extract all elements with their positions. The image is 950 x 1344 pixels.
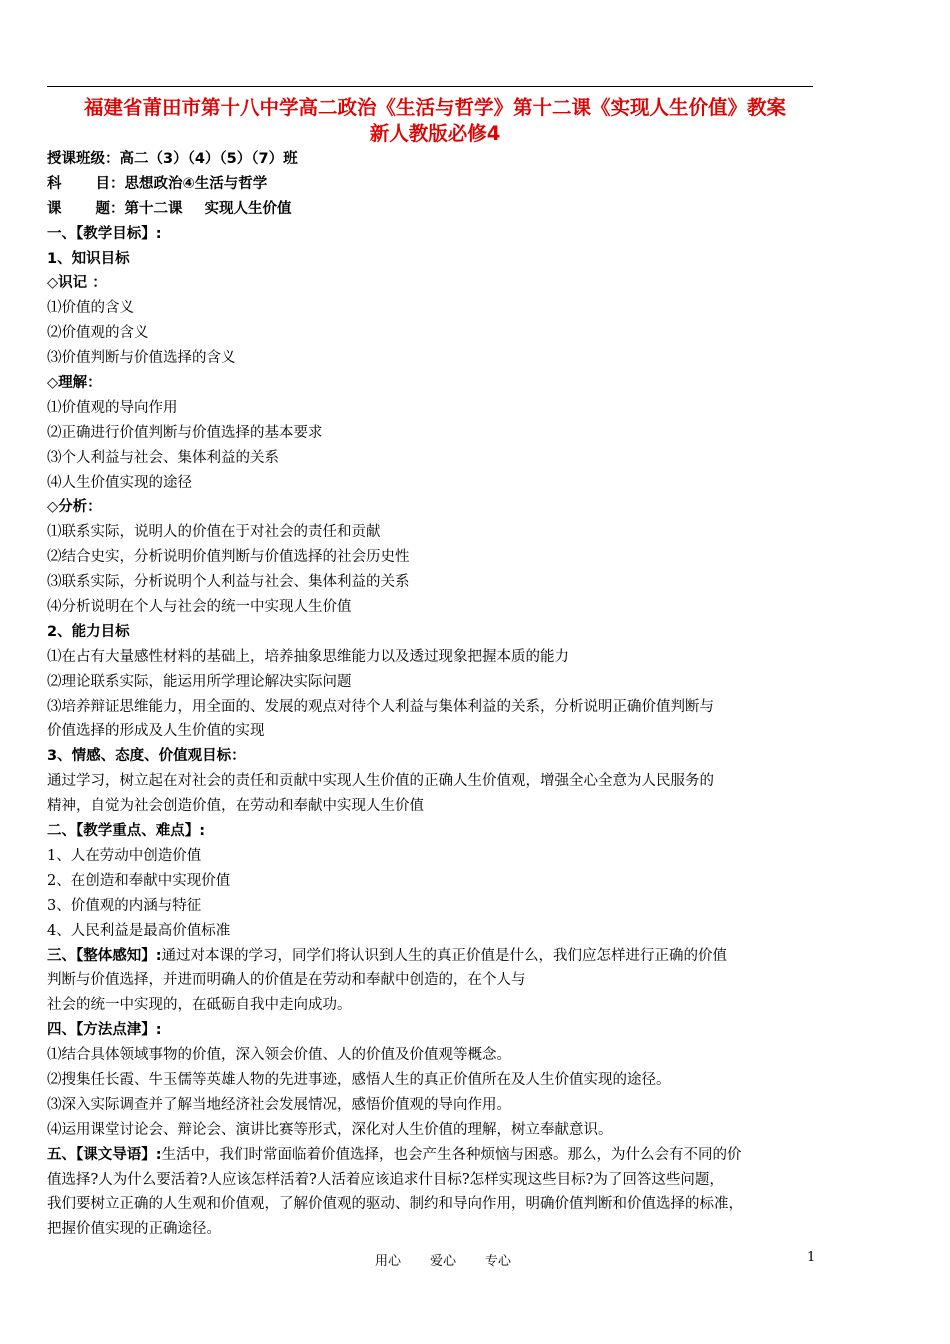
list-item: ⑴在占有大量感性材料的基础上，培养抽象思维能力以及透过现象把握本质的能力	[47, 648, 569, 665]
section-3-heading: 三、【整体感知】:	[47, 947, 162, 964]
topic-info	[47, 197, 817, 222]
list-item: ⑵结合史实，分析说明价值判断与价值选择的社会历史性	[47, 549, 410, 566]
footer-motto-3: 专心	[484, 1254, 511, 1269]
topic-label-a: 课	[47, 200, 62, 217]
paragraph-line: 把握价值实现的正确途径。	[47, 1221, 221, 1238]
list-item: ⑶个人利益与社会、集体利益的关系	[47, 449, 279, 466]
paragraph-line: 精神，自觉为社会创造价值，在劳动和奉献中实现人生价值	[47, 798, 424, 815]
paragraph-line: 社会的统一中实现的，在砥砺自我中走向成功。	[47, 997, 352, 1014]
section-4-heading: 四、【方法点津】:	[47, 1022, 162, 1039]
paragraph-line: 判断与价值选择，并进而明确人的价值是在劳动和奉献中创造的，在个人与	[47, 972, 526, 989]
class-label: 授课班级：	[47, 151, 120, 167]
section-2-heading: 二、【教学重点、难点】:	[47, 823, 206, 840]
list-item: ⑵正确进行价值判断与价值选择的基本要求	[47, 424, 323, 441]
paragraph-text: 通过对本课的学习，同学们将认识到人生的真正价值是什么，我们应怎样进行正确的价值	[161, 947, 728, 964]
list-item: ⑷分析说明在个人与社会的统一中实现人生价值	[47, 599, 352, 616]
section-5-first-line	[47, 1143, 817, 1168]
list-item: 价值选择的形成及人生价值的实现	[47, 723, 265, 740]
list-item: ⑵搜集任长霞、牛玉儒等英雄人物的先进事迹，感悟人生的真正价值所在及人生价值实现的途径。	[47, 1071, 671, 1088]
document-title-line-1: 福建省莆田市第十八中学高二政治《生活与哲学》第十二课《实现人生价值》教案	[83, 96, 786, 119]
header-rule	[47, 86, 813, 87]
paragraph-text: 生活中，我们时常面临着价值选择，也会产生各种烦恼与困惑。那么，为什么会有不同的价	[161, 1146, 742, 1163]
topic-label-b: 题：	[95, 200, 125, 217]
ability-goals-heading: 2、能力目标	[47, 623, 130, 640]
paragraph-line: 通过学习，树立起在对社会的责任和贡献中实现人生价值的正确人生价值观，增强全心全意为人民服务的	[47, 773, 714, 790]
topic-value-2: 实现人生价值	[204, 200, 292, 217]
list-item: 2、在创造和奉献中实现价值	[47, 872, 231, 889]
list-item: ⑴联系实际，说明人的价值在于对社会的责任和贡献	[47, 524, 381, 541]
class-info	[47, 147, 817, 172]
page-number: 1	[807, 1250, 816, 1265]
list-item: ⑴价值观的导向作用	[47, 399, 178, 416]
subject-label-b: 目：	[95, 175, 125, 192]
subject-label-a: 科	[47, 175, 62, 192]
emotion-goals-heading: 3、情感、态度、价值观目标：	[47, 748, 246, 765]
topic-value: 第十二课	[124, 200, 183, 217]
paragraph-line: 值选择?人为什么要活着?人应该怎样活着?人活着应该追求什目标?怎样实现这些目标?为了回答这些问题，	[47, 1171, 724, 1188]
knowledge-goals-heading: 1、知识目标	[47, 250, 130, 267]
list-item: ⑵价值观的含义	[47, 325, 149, 342]
document-title-line-2: 新人教版必修4	[369, 122, 501, 145]
subject-info	[47, 172, 817, 197]
list-item: ⑵理论联系实际，能运用所学理论解决实际问题	[47, 673, 352, 690]
list-item: 4、人民利益是最高价值标准	[47, 922, 231, 939]
understand-heading: ◇理解：	[47, 375, 102, 392]
list-item: ⑶培养辩证思维能力，用全面的、发展的观点对待个人利益与集体利益的关系，分析说明正确价值判断与	[47, 698, 714, 715]
list-item: 1、人在劳动中创造价值	[47, 847, 202, 864]
list-item: 3、价值观的内涵与特征	[47, 897, 202, 914]
section-3-first-line	[47, 944, 817, 969]
document-body	[47, 147, 817, 1242]
footer-motto	[375, 1250, 511, 1269]
list-item: ⑴结合具体领域事物的价值，深入领会价值、人的价值及价值观等概念。	[47, 1047, 511, 1064]
class-value: 高二（3）（4）（5）（7）班	[119, 151, 298, 167]
analyze-heading: ◇分析：	[47, 499, 102, 516]
list-item: ⑴价值的含义	[47, 300, 134, 317]
footer-motto-2: 爱心	[429, 1254, 456, 1269]
list-item: ⑷运用课堂讨论会、辩论会、演讲比赛等形式，深化对人生价值的理解，树立奉献意识。	[47, 1121, 613, 1138]
list-item: ⑶深入实际调查并了解当地经济社会发展情况，感悟价值观的导向作用。	[47, 1096, 511, 1113]
section-5-heading: 五、【课文导语】:	[47, 1146, 162, 1163]
recall-heading: ◇识记 ：	[47, 275, 107, 292]
list-item: ⑶联系实际，分析说明个人利益与社会、集体利益的关系	[47, 574, 410, 591]
section-1-heading: 一、【教学目标】:	[47, 225, 162, 242]
list-item: ⑶价值判断与价值选择的含义	[47, 350, 236, 367]
list-item: ⑷人生价值实现的途径	[47, 474, 192, 491]
subject-value: 思想政治④生活与哲学	[124, 175, 268, 192]
footer-motto-1: 用心	[375, 1254, 402, 1269]
paragraph-line: 我们要树立正确的人生观和价值观，了解价值观的驱动、制约和导向作用，明确价值判断和价值选择的标准，	[47, 1196, 743, 1213]
